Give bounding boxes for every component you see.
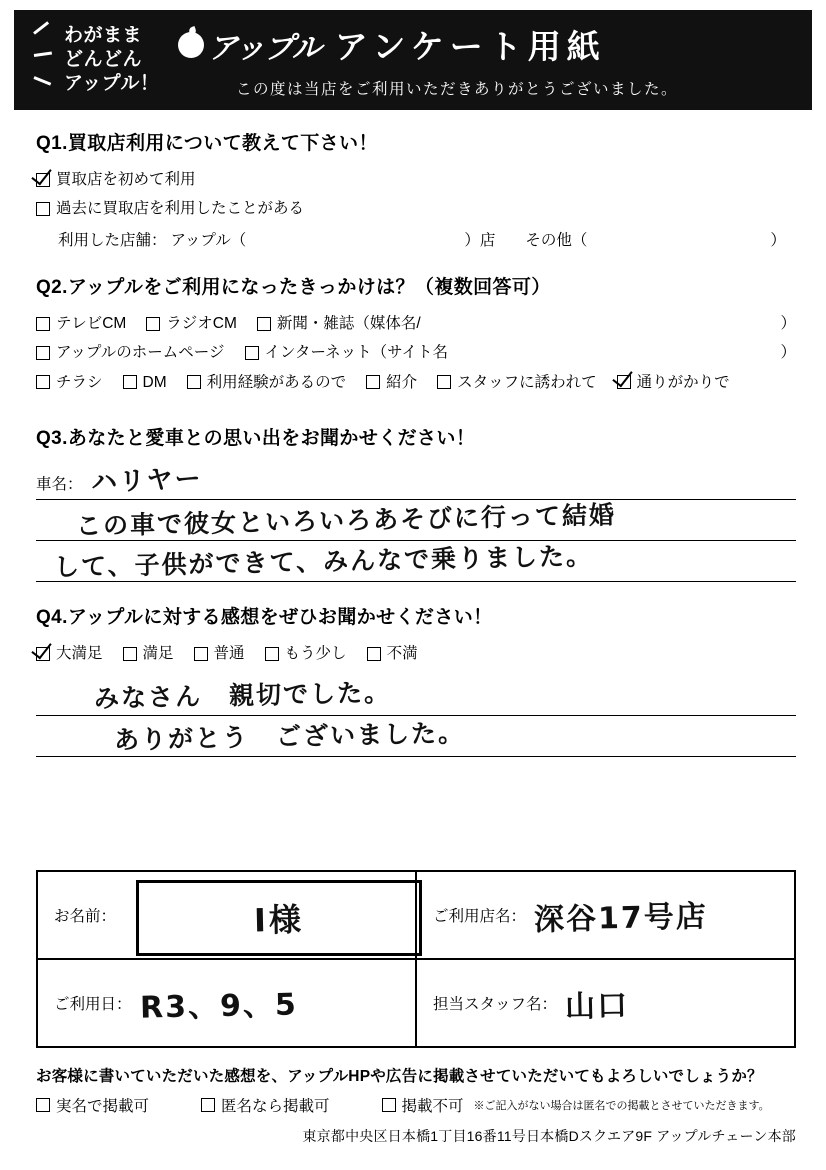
checkbox-icon[interactable] (367, 647, 381, 661)
q3-answer-text-1: この車で彼女といろいろあそびに行って結婚 (75, 500, 617, 541)
q2-row2-close-paren: ） (780, 344, 796, 362)
brand-slogan-line-1: わがまま (64, 25, 143, 47)
q3-car-name-row (36, 460, 796, 500)
q1-store-line (58, 228, 796, 250)
footer-option-anonymous-label: 匿名なら掲載可 (221, 1098, 330, 1115)
name-frame (136, 880, 422, 956)
q2-option-dm[interactable] (123, 368, 167, 397)
question-1-title: Q1.買取店利用について教えて下さい！ (36, 133, 378, 154)
q3-answer-text-2: して、子供ができて、みんなで乗りました。 (53, 541, 594, 582)
question-3-title: Q3.あなたと愛車との思い出をお聞かせください！ (36, 428, 476, 450)
info-cell-name (38, 872, 417, 958)
date-label: ご利用日： (54, 996, 132, 1013)
footer-consent-options (36, 1094, 796, 1116)
q3-answer-line-1[interactable] (36, 500, 796, 541)
q2-option-newspaper[interactable] (257, 309, 421, 338)
question-4-title: Q4.アップルに対する感想をぜひお聞かせください！ (36, 607, 493, 629)
staff-label: 担当スタッフ名： (433, 996, 558, 1013)
header-title-row (178, 21, 812, 68)
question-1-block (36, 128, 796, 250)
q4-answer-line-1[interactable] (36, 675, 796, 716)
checkbox-icon[interactable] (366, 375, 380, 389)
header-main (172, 21, 812, 99)
q1-option-used-before-label: 過去に買取店を利用したことがある (56, 200, 305, 218)
q1-option-row-2 (36, 194, 796, 223)
checkbox-icon[interactable] (36, 202, 50, 216)
checkbox-icon[interactable] (36, 346, 50, 360)
question-2-title: Q2.アップルをご利用になったきっかけは？（複数回答可） (36, 276, 551, 298)
q2-option-referral[interactable] (366, 368, 417, 397)
q2-option-experience-label: 利用経験があるので (206, 373, 347, 391)
q2-option-flyer[interactable] (36, 368, 103, 397)
apple-icon (178, 32, 204, 58)
checkbox-icon[interactable] (36, 317, 50, 331)
q2-option-newspaper-label: 新聞・雑誌（媒体名/ (276, 314, 421, 332)
q2-row1-close-paren: ） (780, 314, 796, 332)
q2-option-homepage-label: アップルのホームページ (56, 344, 225, 362)
q1-store-apple-close: ）店 (464, 231, 496, 249)
checkbox-icon[interactable] (194, 647, 208, 661)
q4-option-a-little-more-label: もう少し (284, 645, 347, 663)
q4-option-row (36, 639, 796, 668)
question-2-block (36, 272, 796, 397)
q4-option-dissatisfied[interactable] (367, 639, 418, 668)
brand-slogan-line-2: どんどん (64, 49, 143, 71)
info-cell-shop (417, 872, 794, 958)
footer-address: 東京都中央区日本橋1丁目16番11号日本橋Dスクエア9F アップルチェーン本部 (302, 1128, 796, 1144)
footer-option-no-publish-label: 掲載不可 (401, 1098, 464, 1115)
checkbox-checked-icon[interactable] (36, 173, 50, 187)
brand-slogan-line-3: アップル！ (64, 72, 160, 94)
checkbox-icon[interactable] (201, 1098, 215, 1112)
q2-option-row-2 (36, 338, 796, 367)
q2-option-passing-by[interactable] (617, 368, 730, 397)
q2-option-staff-invite[interactable] (437, 368, 597, 397)
apple-wordmark: アップル (208, 31, 321, 65)
q2-option-radio-cm-label: ラジオCM (166, 314, 237, 332)
q1-store-other-close: ） (770, 231, 786, 249)
q3-car-name-label: 車名： (36, 476, 83, 494)
q2-option-experience[interactable] (187, 368, 347, 397)
q2-option-tv-cm[interactable] (36, 309, 126, 338)
q1-store-prefix: 利用した店舗： (58, 231, 167, 249)
brand-slogan (64, 24, 159, 95)
checkbox-icon[interactable] (146, 317, 160, 331)
checkbox-icon[interactable] (265, 647, 279, 661)
q2-option-internet[interactable] (245, 338, 449, 367)
q4-option-very-satisfied-label: 大満足 (56, 645, 103, 663)
q3-car-name-value[interactable]: ハリヤー (90, 464, 203, 499)
footer-option-no-publish[interactable] (382, 1094, 464, 1116)
q2-option-staff-invite-label: スタッフに誘われて (457, 373, 597, 391)
q4-option-very-satisfied[interactable] (36, 639, 103, 668)
q4-option-normal[interactable] (194, 639, 245, 668)
footer-option-anonymous[interactable] (201, 1094, 330, 1116)
q2-option-tv-cm-label: テレビCM (56, 314, 127, 332)
q2-option-row-1 (36, 309, 796, 338)
brand-burst-logo (32, 16, 172, 104)
checkbox-icon[interactable] (245, 346, 259, 360)
q4-option-normal-label: 普通 (213, 645, 245, 663)
footer-note: ※ご記入がない場合は匿名での掲載とさせていただきます。 (473, 1100, 770, 1112)
name-value[interactable]: I様 (253, 900, 305, 940)
info-row-date-staff (38, 960, 794, 1046)
q1-option-first-use-label: 買取店を初めて利用 (56, 171, 196, 188)
q1-option-first-use[interactable] (36, 165, 196, 194)
survey-content (36, 128, 796, 773)
footer-option-real-name[interactable] (36, 1094, 149, 1116)
q4-option-satisfied-label: 満足 (142, 645, 174, 663)
q1-option-used-before[interactable] (36, 194, 304, 223)
header-subtitle: この度は当店をご利用いただきありがとうございました。 (236, 81, 679, 98)
info-row-name-shop (38, 872, 794, 960)
q4-answer-text-1: みなさん 親切でした。 (93, 677, 392, 713)
q2-option-referral-label: 紹介 (386, 373, 418, 391)
checkbox-icon[interactable] (382, 1098, 396, 1112)
q4-option-dissatisfied-label: 不満 (386, 645, 418, 663)
apple-logo (178, 23, 321, 67)
customer-info-box (36, 870, 796, 1048)
q2-option-flyer-label: チラシ (56, 373, 103, 391)
q1-option-row-1 (36, 165, 796, 194)
footer-consent-question: お客様に書いていただいた感想を、アップルHPや広告に掲載させていただいてもよろしいでしょうか？ (36, 1068, 763, 1085)
checkbox-checked-icon[interactable] (617, 375, 631, 389)
q4-option-satisfied[interactable] (123, 639, 174, 668)
burst-lines-icon (34, 26, 60, 92)
question-3-block (36, 423, 796, 582)
page-header (14, 10, 812, 110)
q2-option-row-3 (36, 368, 796, 397)
name-label: お名前： (54, 908, 117, 925)
checkbox-icon[interactable] (257, 317, 271, 331)
info-cell-staff (417, 960, 794, 1046)
q4-answer-line-2[interactable] (36, 716, 796, 757)
checkbox-icon[interactable] (36, 1098, 50, 1112)
q3-answer-line-2[interactable] (36, 541, 796, 582)
q2-option-internet-label: インターネット（サイト名 (264, 344, 449, 362)
q2-option-homepage[interactable] (36, 338, 225, 367)
checkbox-icon[interactable] (187, 375, 201, 389)
info-cell-date (38, 960, 417, 1046)
footer-option-real-name-label: 実名で掲載可 (56, 1098, 150, 1115)
date-value[interactable]: R3、9、5 (139, 987, 298, 1026)
q4-option-a-little-more[interactable] (265, 639, 347, 668)
q4-answer-text-2: ありがとう ございました。 (113, 717, 466, 755)
page-title: アンケート用紙 (334, 28, 606, 65)
page-footer (36, 1064, 796, 1146)
q1-store-apple-open: アップル（ (170, 231, 247, 249)
shop-value[interactable]: 深谷17号店 (533, 899, 709, 938)
q2-option-dm-label: DM (142, 373, 167, 391)
q2-option-passing-by-label: 通りがかりで (636, 373, 730, 391)
checkbox-checked-icon[interactable] (36, 647, 50, 661)
q2-option-radio-cm[interactable] (146, 309, 237, 338)
shop-label: ご利用店名： (433, 908, 527, 925)
q1-store-other-open: その他（ (525, 231, 588, 249)
checkbox-icon[interactable] (36, 375, 50, 389)
staff-value[interactable]: 山口 (564, 988, 630, 1025)
question-4-block (36, 602, 796, 756)
checkbox-icon[interactable] (123, 375, 137, 389)
checkbox-icon[interactable] (123, 647, 137, 661)
checkbox-icon[interactable] (437, 375, 451, 389)
